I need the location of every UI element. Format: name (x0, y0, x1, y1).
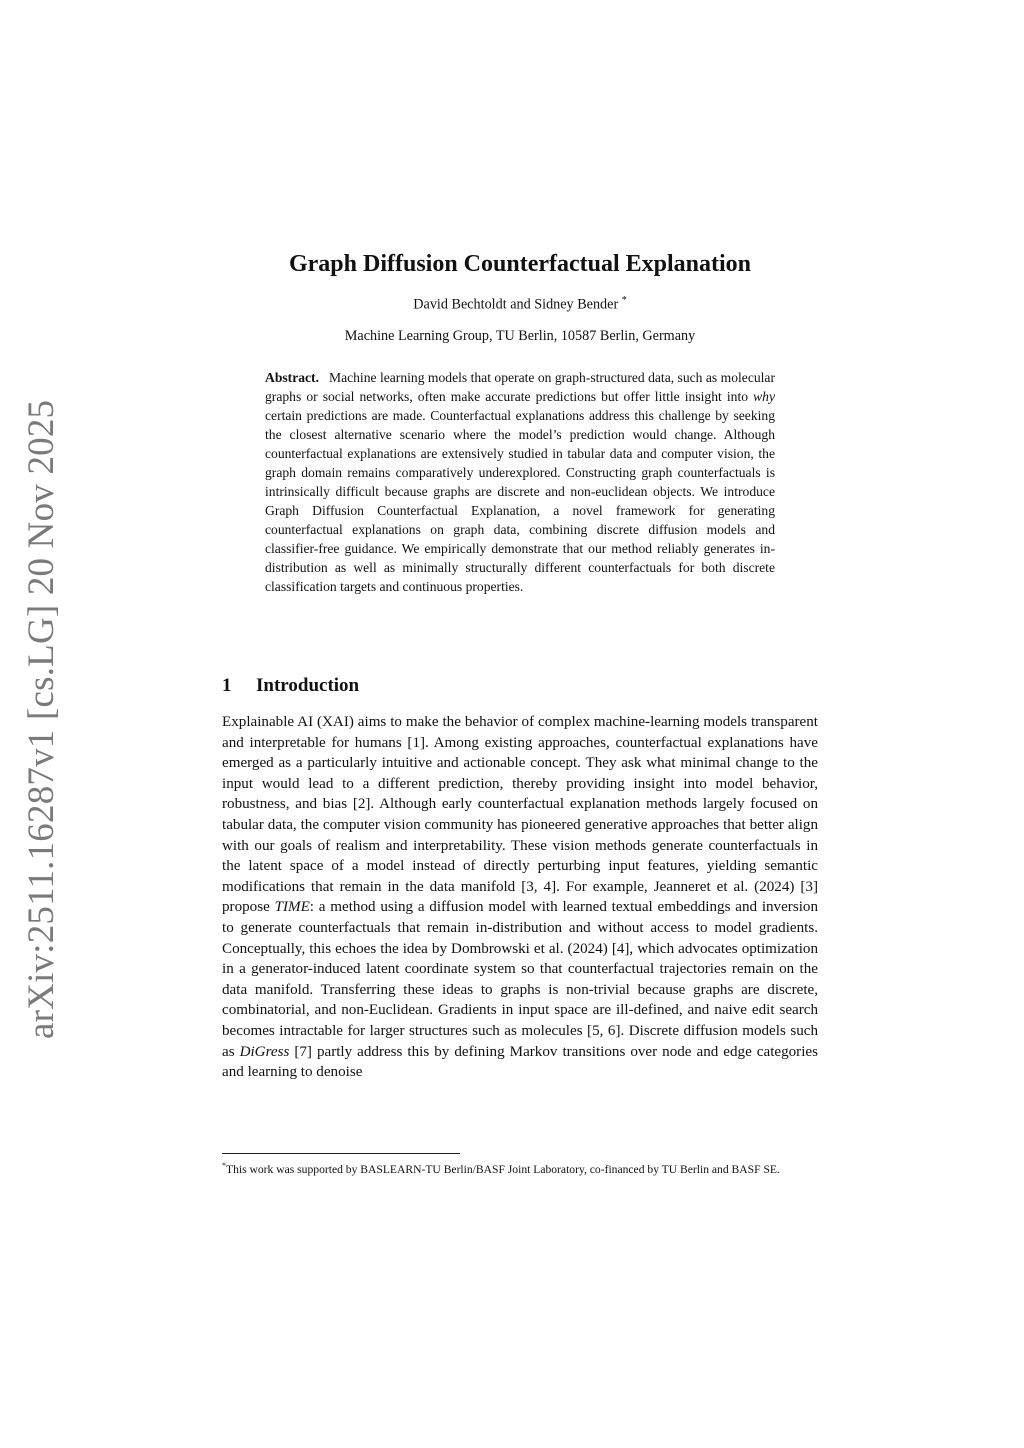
footnote (222, 1157, 818, 1178)
paper-title: Graph Diffusion Counterfactual Explanation (288, 251, 752, 277)
author-line (222, 291, 818, 315)
section-number: 1 (222, 675, 232, 696)
author-footnote-mark: * (621, 295, 627, 306)
intro-text-part3: [7] partly address this by defining Markov transitions over node and edge categories and learning to denoise (222, 1043, 818, 1081)
intro-emphasis-digress: DiGress (239, 1043, 290, 1060)
section-title: Introduction (256, 675, 360, 696)
author-names: David Bechtoldt and Sidney Bender (413, 296, 619, 313)
intro-emphasis-time: TIME (274, 899, 310, 916)
abstract (265, 368, 775, 596)
introduction-paragraph (222, 712, 818, 1083)
affiliation: Machine Learning Group, TU Berlin, 10587 Berlin, Germany (344, 328, 696, 344)
abstract-text-part1: Machine learning models that operate on graph-structured data, such as molecular graphs or social networks, often make accurate predictions but offer little insight into (265, 370, 775, 404)
footnote-mark: * (222, 1161, 226, 1170)
intro-text-part2: : a method using a diffusion model with learned textual embeddings and inversion to generate counterfactuals that remain in-distribution and without access to model gradients. Conceptually, this echoes the idea by Dombrowski et al. (2024) [4], which advocates optimization in a generator-induced latent coordinate system so that counterfactual trajectories remain on the data manifold. Transferring these ideas to graphs is non-trivial because graphs are discrete, combinatorial, and non-Euclidean. Gradients in input space are ill-defined, and naive edit search becomes intractable for larger structures such as molecules [5, 6]. Discrete diffusion models such as (222, 899, 818, 1060)
section-heading (222, 672, 818, 700)
footnote-text: This work was supported by BASLEARN-TU Berlin/BASF Joint Laboratory, co-financed by TU Berlin and BASF SE. (226, 1162, 780, 1176)
footnote-divider (222, 1153, 460, 1154)
abstract-emphasis: why (753, 389, 775, 404)
arxiv-identifier-stamp: arXiv:2511.16287v1 [cs.LG] 20 Nov 2025 (21, 399, 62, 1039)
intro-text-part1: Explainable AI (XAI) aims to make the behavior of complex machine-learning models transparent and interpretable for humans [1]. Among existing approaches, counterfactual explanations have emerged as a particularly intuitive and actionable concept. They ask what minimal change to the input would lead to a different prediction, thereby providing insight into model behavior, robustness, and bias [2]. Although early counterfactual explanation methods largely focused on tabular data, the computer vision community has pioneered generative approaches that better align with our goals of realism and interpretability. These vision methods generate counterfactuals in the latent space of a model instead of directly perturbing input features, yielding semantic modifications that remain in the data manifold [3, 4]. For example, Jeanneret et al. (2024) [3] propose (222, 714, 818, 916)
abstract-text-part2: certain predictions are made. Counterfactual explanations address this challenge by seeking the closest alternative scenario where the model’s prediction would change. Although counterfactual explanations are extensively studied in tabular data and computer vision, the graph domain remains comparatively underexplored. Constructing graph counterfactuals is intrinsically difficult because graphs are discrete and non-euclidean objects. We introduce Graph Diffusion Counterfactual Explanation, a novel framework for generating counterfactual explanations on graph data, combining discrete diffusion models and classifier-free guidance. We empirically demonstrate that our method reliably generates in-distribution as well as minimally structurally different counterfactuals for both discrete classification targets and continuous properties. (265, 408, 775, 594)
abstract-label: Abstract. (265, 370, 319, 385)
